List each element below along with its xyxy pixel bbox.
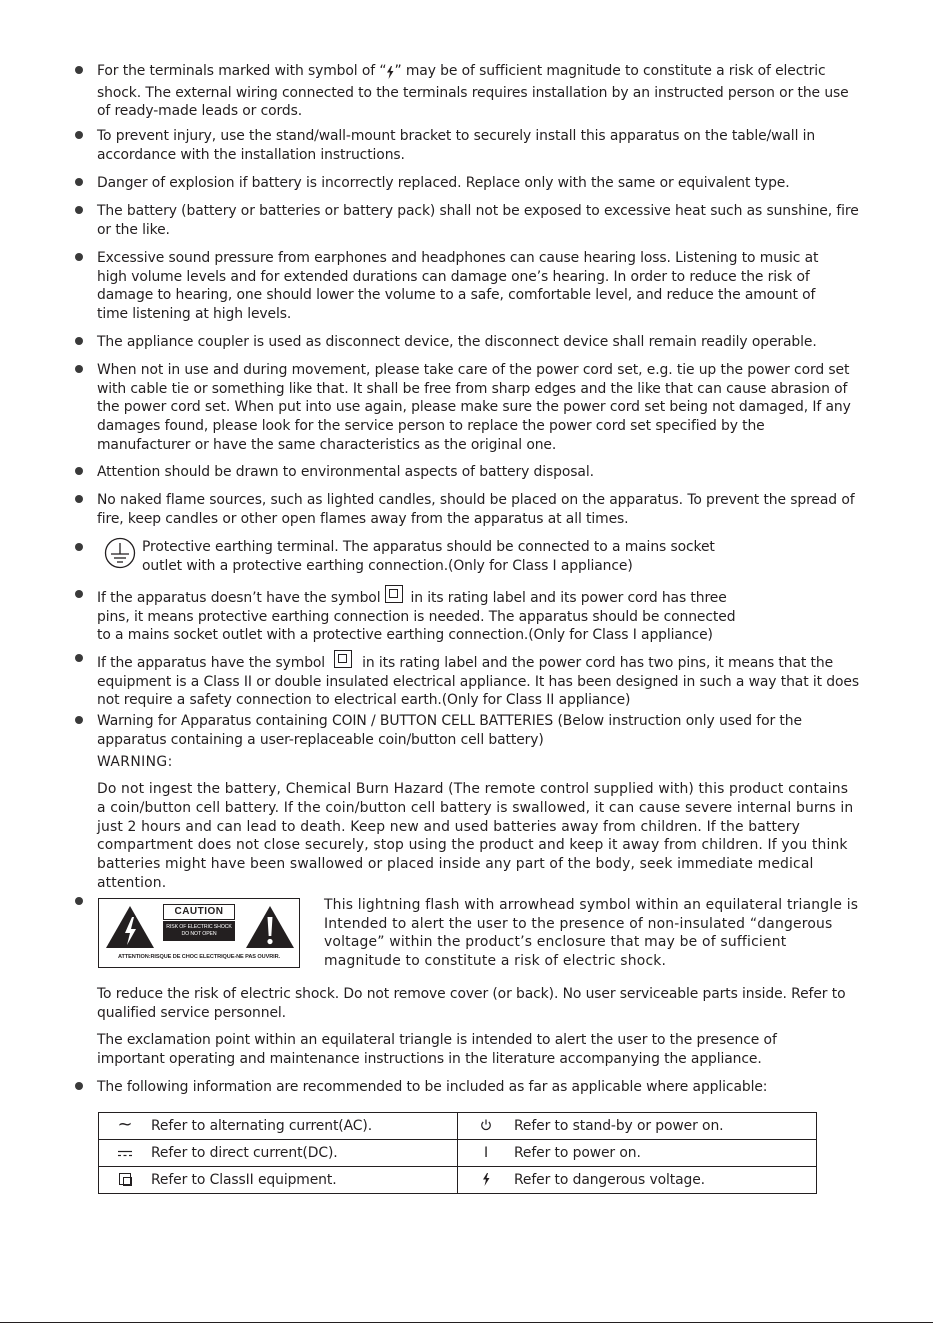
bullet	[75, 131, 83, 139]
item-text: in its rating label and the power cord has two pins, it means that the equipment is a Class II or double insulated electrical appliance. It has been designed in such a way that it does not require a safety connection to electrical earth.(Only for Class II appliance)	[97, 655, 859, 709]
table-row	[99, 1113, 817, 1140]
caution-label	[98, 898, 300, 968]
item-text: Danger of explosion if battery is incorrectly replaced. Replace only with the same or equivalent type.	[97, 175, 790, 191]
bullet	[75, 590, 83, 598]
item-text: Attention should be drawn to environmental aspects of battery disposal.	[97, 464, 594, 480]
bullet	[75, 365, 83, 373]
item-text: to a mains socket outlet with a protective earthing connection.(Only for Class I appliance)	[97, 627, 713, 644]
item-text: The appliance coupler is used as disconnect device, the disconnect device shall remain readily operable.	[97, 334, 817, 350]
symbol-table	[98, 1112, 817, 1194]
item-battery-disposal	[97, 463, 859, 482]
bullet	[75, 206, 83, 214]
item-text: Warning for Apparatus containing COIN / BUTTON CELL BATTERIES (Below instruction only used for the apparatus containing a user-replaceable coin/button cell battery)	[97, 713, 802, 748]
item-text: To reduce the risk of electric shock. Do not remove cover (or back). No user serviceable parts inside. Refer to qualified service personnel.	[97, 986, 846, 1021]
item-following	[97, 1078, 859, 1097]
bullet	[75, 654, 83, 662]
item-text: The following information are recommended to be included as far as applicable where applicable:	[97, 1079, 768, 1095]
item-coupler	[97, 333, 859, 352]
item-class-ii	[97, 650, 859, 710]
item-text: This lightning flash with arrowhead symbol within an equilateral triangle is Intended to alert the user to the presence of non-insulated “dangerous voltage” within the product’s enclosure that may be of sufficient magnitude to constitute a risk of electric shock.	[324, 897, 859, 970]
item-text: If the apparatus have the symbol	[97, 655, 326, 671]
item-text: When not in use and during movement, please take care of the power cord set, e.g. tie up the power cord set with cable tie or something like that. It shall be free from sharp edges and the like that can cause abrasion of the power cord set. When put into use again, please make sure the power cord set being not damaged, If any damages found, please look for the service person to replace the power cord set specified by the manufacturer or have the same characteristics as the original one.	[97, 362, 851, 453]
item-text: No naked flame sources, such as lighted candles, should be placed on the apparatus. To prevent the spread of fire, keep candles or other open flames away from the apparatus at all times.	[97, 492, 855, 527]
lightning-icon	[458, 1167, 515, 1194]
item-no-symbol	[97, 585, 797, 645]
bullet	[75, 716, 83, 724]
bullet	[75, 1082, 83, 1090]
item-exclamation	[97, 1031, 817, 1068]
item-coin-battery	[97, 712, 854, 892]
caution-subtitle	[163, 921, 235, 941]
table-cell: Refer to ClassII equipment.	[151, 1167, 458, 1194]
class-ii-icon	[334, 650, 352, 668]
item-text: pins, it means protective earthing connection is needed. The apparatus should be connected	[97, 608, 736, 625]
item-text: To prevent injury, use the stand/wall-mount bracket to securely install this apparatus on the table/wall in accordance with the installation instructions.	[97, 128, 816, 163]
class-ii-icon	[385, 585, 403, 603]
item-flame	[97, 491, 859, 528]
table-row	[99, 1167, 817, 1194]
item-text: The exclamation point within an equilateral triangle is intended to alert the user to the presence of important operating and maintenance instructions in the literature accompanying the appliance.	[97, 1032, 777, 1067]
exclamation-triangle-icon	[245, 905, 295, 949]
item-explosion	[97, 174, 859, 193]
item-text: If the apparatus doesn’t have the symbol	[97, 590, 381, 606]
bullet	[75, 897, 83, 905]
ac-icon: ~	[99, 1113, 152, 1140]
item-reduce-risk	[97, 985, 859, 1022]
bullet	[75, 543, 83, 551]
item-power-cord	[97, 361, 855, 455]
item-text: in its rating label and its power cord has three	[410, 590, 727, 606]
bullet	[75, 467, 83, 475]
bullet	[75, 337, 83, 345]
power-on-icon: I	[458, 1140, 515, 1167]
warning-label: WARNING:	[97, 754, 173, 771]
item-lightning	[324, 896, 859, 971]
bullet	[75, 178, 83, 186]
power-standby-icon	[458, 1113, 515, 1140]
item-stand	[97, 127, 847, 164]
item-terminals	[97, 62, 857, 121]
table-cell: Refer to power on.	[514, 1140, 817, 1167]
item-text: The battery (battery or batteries or battery pack) shall not be exposed to excessive heat such as sunshine, fire or the like.	[97, 203, 859, 238]
warning-text: Do not ingest the battery, Chemical Burn Hazard (The remote control supplied with) this product contains a coin/button cell battery. If the coin/button cell battery is swallowed, it can cause severe internal burns in just 2 hours and can lead to death. Keep new and used batteries away from children. If the battery compartment does not close securely, stop using the product and keep it away from children. If you think batteries might have been swallowed or placed inside any part of the body, seek immediate medical attention.	[97, 781, 854, 891]
caution-sub2: DO NOT OPEN	[181, 931, 217, 937]
table-cell: Refer to dangerous voltage.	[514, 1167, 817, 1194]
table-cell: Refer to stand-by or power on.	[514, 1113, 817, 1140]
bullet	[75, 253, 83, 261]
item-text: outlet with a protective earthing connection.(Only for Class I appliance)	[142, 557, 633, 574]
item-earthing	[142, 538, 842, 575]
protective-earth-icon	[104, 537, 136, 569]
caution-footer: ATTENTION:RISQUE DE CHOC ELECTRIQUE-NE PAS OUVRIR.	[118, 954, 280, 960]
lightning-triangle-icon	[105, 905, 155, 949]
item-sound	[97, 249, 849, 324]
dc-icon	[99, 1140, 152, 1167]
table-cell: Refer to alternating current(AC).	[151, 1113, 458, 1140]
item-text: ” may be of sufficient magnitude to constitute a risk of electric shock. The external wiring connected to the terminals requires installation by an instructed person or the use of ready-made leads or cords.	[97, 63, 849, 120]
table-row	[99, 1140, 817, 1167]
table-cell: Refer to direct current(DC).	[151, 1140, 458, 1167]
caution-sub1: RISK OF ELECTRIC SHOCK	[166, 924, 232, 930]
bullet	[75, 66, 83, 74]
page-bottom-rule	[0, 1322, 933, 1323]
item-heat	[97, 202, 859, 239]
bullet	[75, 495, 83, 503]
class-ii-icon	[99, 1167, 152, 1194]
item-text: Protective earthing terminal. The apparatus should be connected to a mains socket	[142, 539, 715, 555]
item-text: For the terminals marked with symbol of “	[97, 63, 387, 79]
lightning-icon	[386, 65, 394, 84]
caution-title: CAUTION	[163, 904, 235, 920]
item-text: Excessive sound pressure from earphones and headphones can cause hearing loss. Listening to music at high volume levels and for extended durations can damage one’s hearing. In order to reduce the risk of damage to hearing, one should lower the volume to a safe, comfortable level, and reduce the amount of time listening at high levels.	[97, 250, 819, 323]
